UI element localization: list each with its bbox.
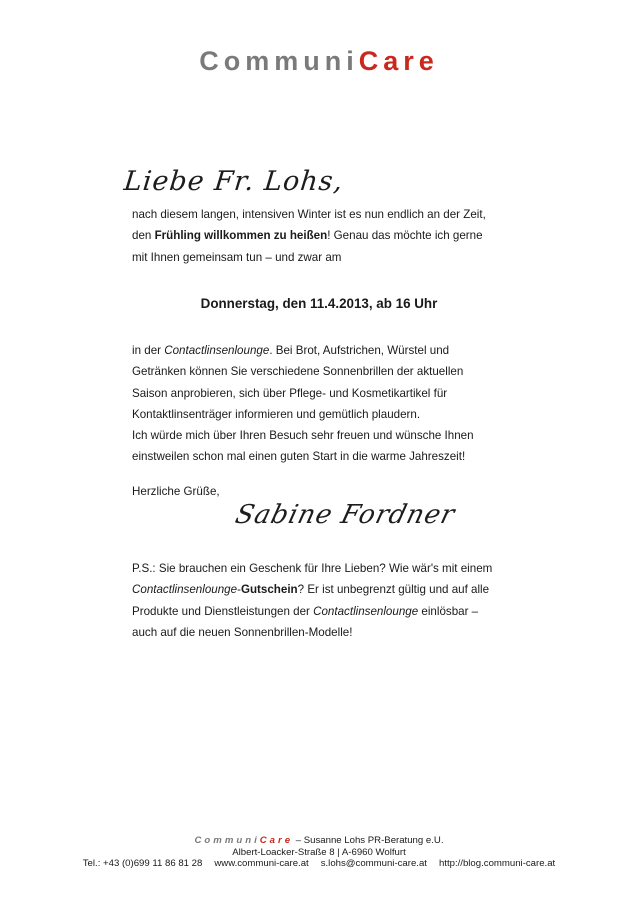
closing-line: Herzliche Grüße, (132, 485, 220, 498)
footer-address: Albert-Loacker-Straße 8 | A-6960 Wolfurt (232, 846, 406, 858)
logo-part-care: Care (358, 46, 439, 76)
body-line-2: Getränken können Sie verschiedene Sonnenbrillen der aktuellen (132, 365, 464, 379)
body-text: in der (132, 344, 165, 357)
ps-bold-text: Gutschein (240, 583, 298, 597)
ps-line-1: P.S.: Sie brauchen ein Geschenk für Ihre Lieben? Wie wär's mit einem (132, 562, 493, 575)
footer-brand-communi: Communi (194, 835, 260, 846)
ps-text: ? Er ist unbegrenzt gültig und auf alle (297, 583, 490, 597)
body-italic-text: Contactlinsenlounge (164, 344, 270, 357)
ps-text: Produkte und Dienstleistungen der (132, 604, 314, 618)
handwritten-signature: Sabine Fordner (232, 500, 459, 530)
footer-phone: Tel.: +43 (0)699 11 86 81 28 (82, 858, 203, 869)
ps-text: einlösbar – (418, 604, 479, 618)
footer-company-name: – Susanne Lohs PR-Beratung e.U. (293, 835, 444, 846)
ps-italic-text: Contactlinsenlounge (132, 583, 238, 597)
intro-bold-text: Frühling willkommen zu heißen (154, 229, 328, 243)
postscript-paragraph (132, 558, 532, 643)
footer-blog-link[interactable]: http://blog.communi-care.at (438, 858, 556, 869)
ps-text: - (237, 583, 241, 597)
body-line-6: einstweilen schon mal einen guten Start in die warme Jahreszeit! (132, 450, 466, 464)
ps-italic-text: Contactlinsenlounge (313, 604, 419, 618)
body-line-3: Saison anprobieren, sich über Pflege- und Kosmetikartikel für (132, 386, 448, 400)
intro-paragraph (132, 204, 532, 268)
intro-text: den (132, 229, 155, 243)
intro-line-3: mit Ihnen gemeinsam tun – und zwar am (132, 250, 342, 264)
ps-line-3 (132, 601, 532, 622)
ps-line-2 (132, 579, 532, 600)
footer-contact-line (0, 858, 638, 870)
body-line-4: Kontaktlinsenträger informieren und gemütlich plaudern. (132, 407, 421, 421)
letter-footer (0, 835, 638, 870)
body-text: . Bei Brot, Aufstrichen, Würstel und (269, 344, 450, 357)
footer-company-line (0, 835, 638, 847)
logo-part-communi: Communi (199, 46, 359, 76)
footer-email-link[interactable]: s.lohs@communi-care.at (320, 858, 427, 869)
handwritten-greeting: Liebe Fr. Lohs, (122, 166, 345, 197)
event-date-heading: Donnerstag, den 11.4.2013, ab 16 Uhr (200, 296, 438, 311)
communicare-logo (0, 46, 638, 77)
body-paragraph (132, 340, 532, 468)
body-line-1 (132, 340, 532, 361)
intro-line-1: nach diesem langen, intensiven Winter ist es nun endlich an der Zeit, (132, 208, 486, 221)
ps-line-4: auch auf die neuen Sonnenbrillen-Modelle! (132, 625, 353, 639)
intro-text: ! Genau das möchte ich gerne (327, 229, 483, 243)
intro-line-2 (132, 225, 532, 246)
body-line-5: Ich würde mich über Ihren Besuch sehr freuen und wünsche Ihnen (132, 429, 474, 443)
footer-website-link[interactable]: www.communi-care.at (214, 858, 309, 869)
footer-brand-care: Care (259, 835, 294, 846)
